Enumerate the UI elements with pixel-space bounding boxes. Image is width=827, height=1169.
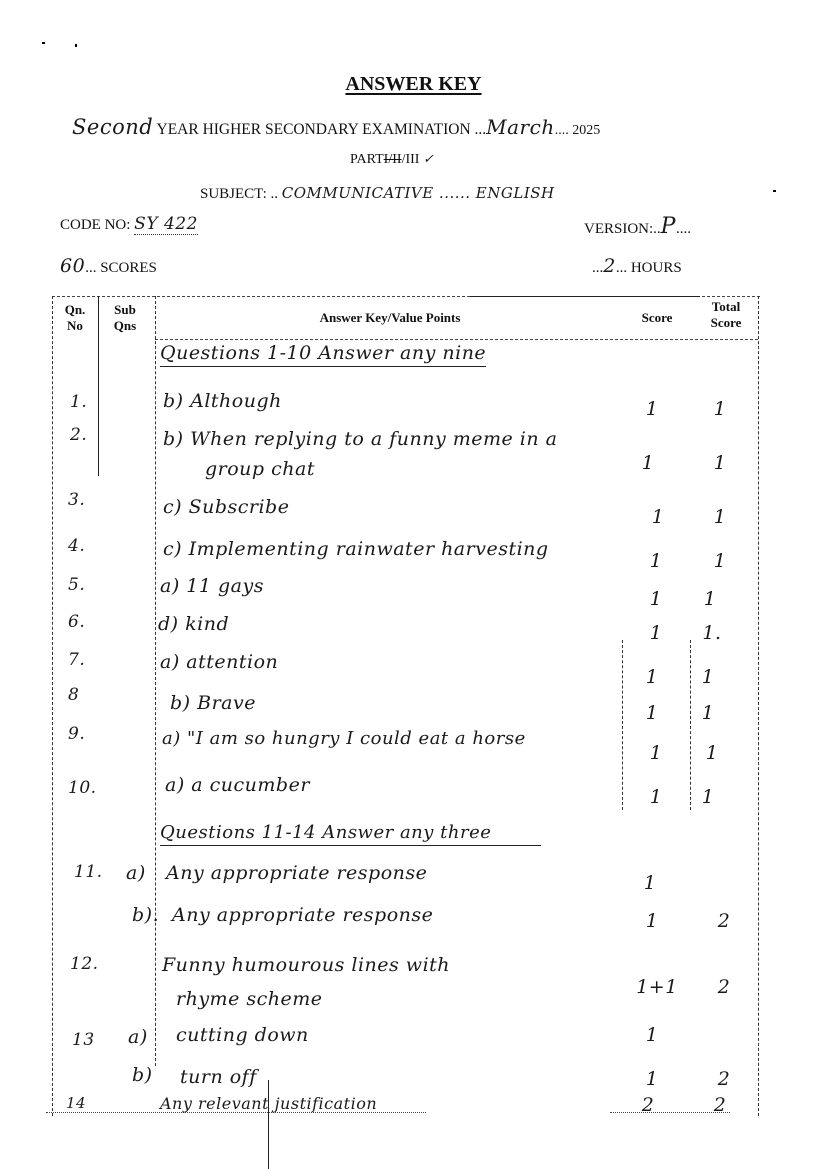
score-value: 1 (643, 872, 657, 894)
version-value-handwritten: P (660, 214, 676, 239)
hours-value-handwritten: 2 (603, 255, 616, 277)
total-score-value: 2 (717, 976, 731, 998)
answer-text: d) kind (158, 613, 230, 635)
exam-month-handwritten: March (486, 115, 555, 139)
total-score-value: 1 (701, 666, 715, 688)
total-score-value: 1 (701, 786, 715, 808)
answer-text: c) Subscribe (163, 496, 290, 518)
answer-text: Funny humourous lines with (162, 954, 451, 976)
question-number: 13 (72, 1030, 95, 1050)
total-score-value: 1. (702, 622, 722, 644)
score-value: 1 (645, 910, 659, 932)
table-left-border (52, 296, 53, 1116)
total-score-value: 2 (713, 1094, 727, 1116)
column-header-total: Total Score (710, 299, 742, 330)
hours-line (592, 255, 682, 277)
total-score-value: 1 (701, 702, 715, 724)
score-value: 1 (649, 550, 663, 572)
sub-question: a) (128, 1026, 148, 1048)
part-value: /III (401, 152, 420, 167)
code-value-handwritten: SY 422 (134, 214, 198, 234)
sub-question: a) (126, 862, 146, 884)
exam-year-handwritten: Second (72, 115, 154, 139)
part-label: PART (350, 152, 384, 167)
score-value: 1 (649, 622, 663, 644)
total-score-value: 2 (717, 910, 731, 932)
question-number: 4. (68, 536, 86, 556)
question-number: 5. (68, 575, 86, 595)
part-line (350, 152, 434, 168)
version-line: VERSION:..P.... (584, 214, 691, 239)
answer-text: b) Although (163, 390, 282, 412)
score-value: 2 (641, 1094, 655, 1116)
version-label: VERSION:.. (584, 221, 661, 237)
score-value: 1 (645, 398, 659, 420)
question-number: 1. (70, 392, 88, 412)
score-value: 1+1 (636, 976, 678, 998)
section-heading: Questions 11-14 Answer any three (160, 822, 541, 843)
total-score-value: 1 (705, 742, 719, 764)
question-number: 9. (68, 724, 86, 744)
answer-text: Any appropriate response (172, 904, 434, 926)
scores-label: ... SCORES (85, 260, 157, 276)
answer-text: a) 11 gays (160, 575, 264, 597)
column-header-qno: Qn. No (64, 302, 86, 333)
question-number: 12. (70, 954, 99, 974)
answer-text: Any appropriate response (166, 862, 428, 884)
column-header-answer: Answer Key/Value Points (319, 310, 461, 325)
score-value: 1 (651, 506, 665, 528)
header-bottom-border (155, 339, 758, 340)
total-score-value: 1 (713, 550, 727, 572)
hours-dots: ... (592, 260, 604, 276)
question-number: 11. (74, 862, 103, 882)
question-number: 6. (68, 612, 86, 632)
question-number: 3. (68, 490, 86, 510)
score-value: 1 (649, 742, 663, 764)
total-score-value: 1 (713, 398, 727, 420)
total-score-value: 1 (703, 588, 717, 610)
scan-speck (42, 42, 45, 44)
sub-question: b) (132, 1064, 153, 1086)
sub-question: b). (132, 904, 160, 926)
score-value: 1 (645, 666, 659, 688)
column-header-score: Score (641, 310, 673, 325)
answer-text: a) attention (160, 651, 279, 673)
section-heading: Questions 1-10 Answer any nine (160, 342, 486, 364)
score-value: 1 (649, 588, 663, 610)
qno-column-divider (98, 296, 99, 476)
exam-year: .... 2025 (554, 123, 601, 138)
exam-line (72, 115, 772, 139)
table-top-border-right (470, 296, 700, 297)
scores-value-handwritten: 60 (60, 255, 86, 277)
score-value: 1 (645, 1068, 659, 1090)
question-number: 10. (68, 778, 97, 798)
scan-speck (75, 44, 77, 47)
answer-text: turn off (180, 1066, 257, 1088)
answer-text: a) a cucumber (165, 774, 310, 796)
score-value: 1 (645, 702, 659, 724)
answer-text: b) When replying to a funny meme in a (163, 428, 558, 450)
answer-text-continued: group chat (205, 458, 315, 480)
answer-text: cutting down (176, 1024, 309, 1046)
hours-label: ... HOURS (615, 260, 682, 276)
score-column-divider (622, 640, 623, 810)
tick-mark-icon: ✓ (422, 152, 435, 167)
question-number: 8 (68, 685, 80, 705)
scan-speck (773, 190, 776, 192)
table-right-border (758, 296, 759, 1116)
part-struck: I/II (383, 152, 402, 167)
scan-vertical-line (268, 1080, 269, 1169)
total-score-value: 1 (713, 506, 727, 528)
subject-value-handwritten: COMMUNICATIVE ...... ENGLISH (281, 184, 555, 202)
total-score-value: 2 (717, 1068, 731, 1090)
answer-text: b) Brave (170, 692, 256, 714)
code-label: CODE NO: (60, 217, 131, 233)
total-score-value: 1 (713, 452, 727, 474)
exam-name: YEAR HIGHER SECONDARY EXAMINATION ... (156, 121, 487, 138)
sub-column-divider (155, 296, 156, 1066)
subject-label: SUBJECT: .. (200, 186, 279, 202)
question-number: 14 (66, 1094, 87, 1112)
score-value: 1 (649, 786, 663, 808)
answer-text: c) Implementing rainwater harvesting (163, 538, 549, 560)
answer-text: a) "I am so hungry I could eat a horse (162, 728, 526, 749)
column-header-sub: Sub Qns (113, 302, 137, 333)
question-number: 2. (70, 425, 88, 445)
score-value: 1 (641, 452, 655, 474)
code-line (60, 214, 198, 234)
document-title: ANSWER KEY (345, 73, 482, 95)
answer-text-continued: rhyme scheme (176, 988, 323, 1010)
scores-line (60, 255, 157, 277)
answer-text: Any relevant justification (160, 1094, 378, 1113)
question-number: 7. (68, 650, 86, 670)
score-value: 1 (645, 1024, 659, 1046)
subject-line (200, 184, 555, 203)
